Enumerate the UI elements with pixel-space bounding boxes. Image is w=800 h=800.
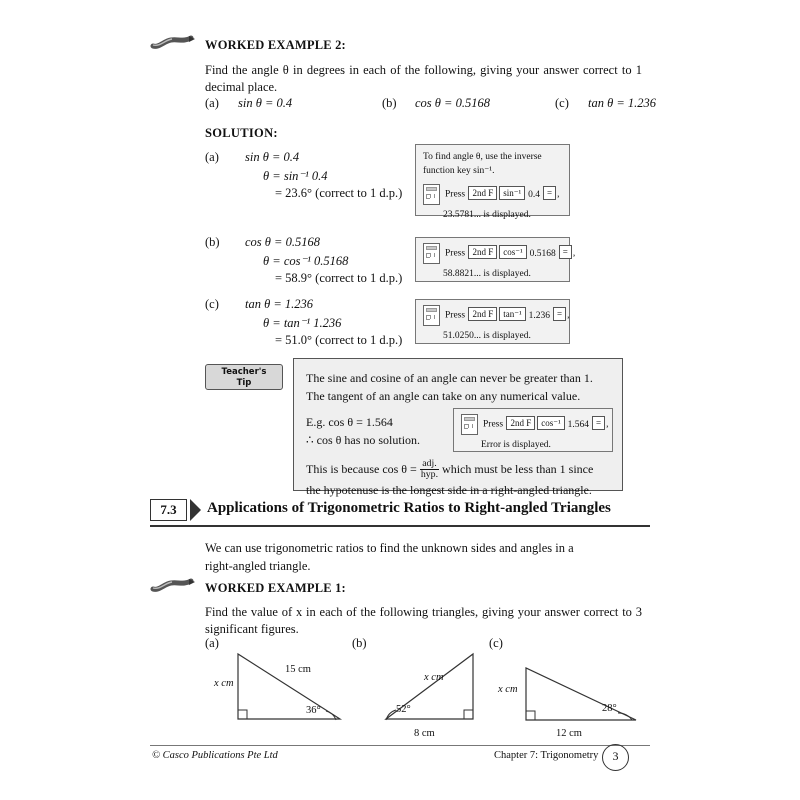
teachers-tip-conclusion-pre: This is because cos θ =: [306, 461, 420, 476]
footer-rule: [150, 745, 650, 746]
teachers-tip-callout: Press 2nd F cos⁻¹ 1.564 = , Error is displayed.: [453, 408, 613, 452]
callout-b: Press 2nd F cos⁻¹ 0.5168 = , 58.8821... is displayed.: [415, 237, 570, 282]
fraction-numerator: adj.: [420, 459, 439, 470]
callout-a-press: Press: [445, 189, 466, 200]
footer-chapter: Chapter 7: Trigonometry: [494, 750, 599, 761]
teachers-tip-line2: The tangent of an angle can take on any numerical value.: [306, 389, 581, 403]
item-c-text: tan θ = 1.236: [588, 96, 657, 110]
key-value: 0.5168: [529, 248, 556, 259]
item-c-label: (c): [555, 96, 569, 110]
solution-b-line-1: cos θ = 0.5168: [245, 235, 320, 249]
teachers-tip-eg-line1: E.g. cos θ = 1.564: [306, 415, 393, 429]
solution-b-line-2: θ = cos⁻¹ 0.5168: [263, 254, 349, 268]
teachers-tip-box: [293, 358, 623, 497]
teachers-tip-conclusion-post: which must be less than 1 since: [439, 461, 594, 476]
figure-a-hyp-label: 15 cm: [285, 664, 311, 675]
solution-a-line-2: θ = sin⁻¹ 0.4: [263, 169, 328, 183]
solution-label: SOLUTION:: [205, 126, 278, 140]
figure-a-angle-arc: [318, 700, 340, 722]
worked-example-1-question: Find the value of x in each of the following triangles, giving your answer correct to 3 significant figures.: [205, 605, 642, 636]
figure-b-side-label: x cm: [424, 672, 444, 683]
section-number: 7.3: [150, 499, 187, 521]
callout-a-result: 23.5781... is displayed.: [443, 210, 531, 220]
fraction-adj-hyp: [420, 459, 439, 481]
worked-example-2-question: Find the angle θ in degrees in each of the following, giving your answer correct to 1 decimal place.: [205, 63, 642, 94]
key-sin-inverse: sin⁻¹: [499, 186, 525, 200]
pencil-icon: [150, 575, 196, 595]
section-title: Applications of Trigonometric Ratios to Right-angled Triangles: [207, 500, 611, 516]
callout-c: Press 2nd F tan⁻¹ 1.236 = , 51.0250... is displayed.: [415, 299, 570, 344]
callout-a-intro: To find angle θ, use the inverse function key sin⁻¹.: [423, 152, 542, 176]
key-2ndf: 2nd F: [506, 416, 535, 430]
figure-c-side-label: x cm: [498, 684, 518, 695]
key-equals: =: [592, 416, 605, 430]
key-value: 1.236: [528, 310, 551, 321]
fraction-denominator: hyp.: [420, 469, 439, 481]
item-b-text: cos θ = 0.5168: [415, 96, 490, 110]
figure-b-angle-arc: [382, 700, 404, 722]
tip-callout-result: Error is displayed.: [481, 440, 551, 450]
teachers-tip-conclusion-line2: the hypotenuse is the longest side in a right-angled triangle.: [306, 482, 592, 497]
tip-callout-press: Press: [483, 419, 504, 430]
solution-c-line-3: = 51.0° (correct to 1 d.p.): [275, 333, 403, 347]
solution-b-line-3: = 58.9° (correct to 1 d.p.): [275, 271, 403, 285]
worked-example-1-title: WORKED EXAMPLE 1:: [205, 581, 346, 595]
key-value: 0.4: [528, 189, 541, 200]
key-cos-inverse: cos⁻¹: [537, 416, 564, 430]
figure-a-side-label: x cm: [214, 678, 234, 689]
solution-a-label: (a): [205, 150, 219, 164]
solution-c-label: (c): [205, 297, 219, 311]
key-value: 1.564: [567, 419, 590, 430]
section-rule: [150, 525, 650, 527]
figure-c-angle-arc: [612, 700, 636, 722]
key-cos-inverse: cos⁻¹: [499, 245, 526, 259]
figure-b-angle-label: 52°: [396, 704, 411, 715]
section-intro-line2: right-angled triangle.: [205, 559, 311, 573]
figure-c-label: (c): [489, 636, 503, 650]
callout-b-result: 58.8821... is displayed.: [443, 269, 531, 279]
key-equals: =: [553, 307, 566, 321]
figure-a-label: (a): [205, 636, 219, 650]
worked-example-2-title: WORKED EXAMPLE 2:: [205, 38, 346, 52]
item-b-label: (b): [382, 96, 397, 110]
callout-b-press: Press: [445, 248, 466, 259]
teachers-tip-badge: [205, 364, 283, 390]
item-a-text: sin θ = 0.4: [238, 96, 293, 110]
item-a-label: (a): [205, 96, 219, 110]
key-2ndf: 2nd F: [468, 307, 497, 321]
solution-a-line-1: sin θ = 0.4: [245, 150, 300, 164]
teachers-tip-eg-line2: ∴ cos θ has no solution.: [306, 433, 421, 447]
calculator-icon: [461, 414, 478, 435]
figure-b-label: (b): [352, 636, 367, 650]
section-arrow-icon: [190, 499, 201, 521]
calculator-icon: [423, 305, 440, 326]
teachers-tip-line1: The sine and cosine of an angle can never be greater than 1.: [306, 371, 593, 385]
callout-a: To find angle θ, use the inverse function key sin⁻¹. Press 2nd F sin⁻¹ 0.4 = , 23.5781... is displayed.: [415, 144, 570, 216]
page-number: 3: [602, 744, 629, 771]
callout-c-result: 51.0250... is displayed.: [443, 331, 531, 341]
pencil-icon: [150, 32, 196, 52]
key-equals: =: [559, 245, 572, 259]
calculator-icon: [423, 184, 440, 205]
solution-b-label: (b): [205, 235, 220, 249]
key-tan-inverse: tan⁻¹: [499, 307, 525, 321]
footer-copyright: © Casco Publications Pte Ltd: [152, 750, 278, 761]
teachers-tip-badge-line1: Teacher's: [221, 367, 267, 377]
solution-c-line-1: tan θ = 1.236: [245, 297, 314, 311]
section-intro-line1: We can use trigonometric ratios to find the unknown sides and angles in a: [205, 541, 574, 555]
calculator-icon: [423, 243, 440, 264]
key-2ndf: 2nd F: [468, 186, 497, 200]
figure-a-angle-label: 36°: [306, 705, 321, 716]
solution-a-line-3: = 23.6° (correct to 1 d.p.): [275, 186, 403, 200]
key-2ndf: 2nd F: [468, 245, 497, 259]
callout-c-press: Press: [445, 310, 466, 321]
figure-c-angle-label: 28°: [602, 703, 617, 714]
figure-b-base-label: 8 cm: [414, 728, 435, 739]
key-equals: =: [543, 186, 556, 200]
figure-c-base-label: 12 cm: [556, 728, 582, 739]
solution-c-line-2: θ = tan⁻¹ 1.236: [263, 316, 342, 330]
teachers-tip-badge-line2: Tip: [236, 378, 252, 388]
